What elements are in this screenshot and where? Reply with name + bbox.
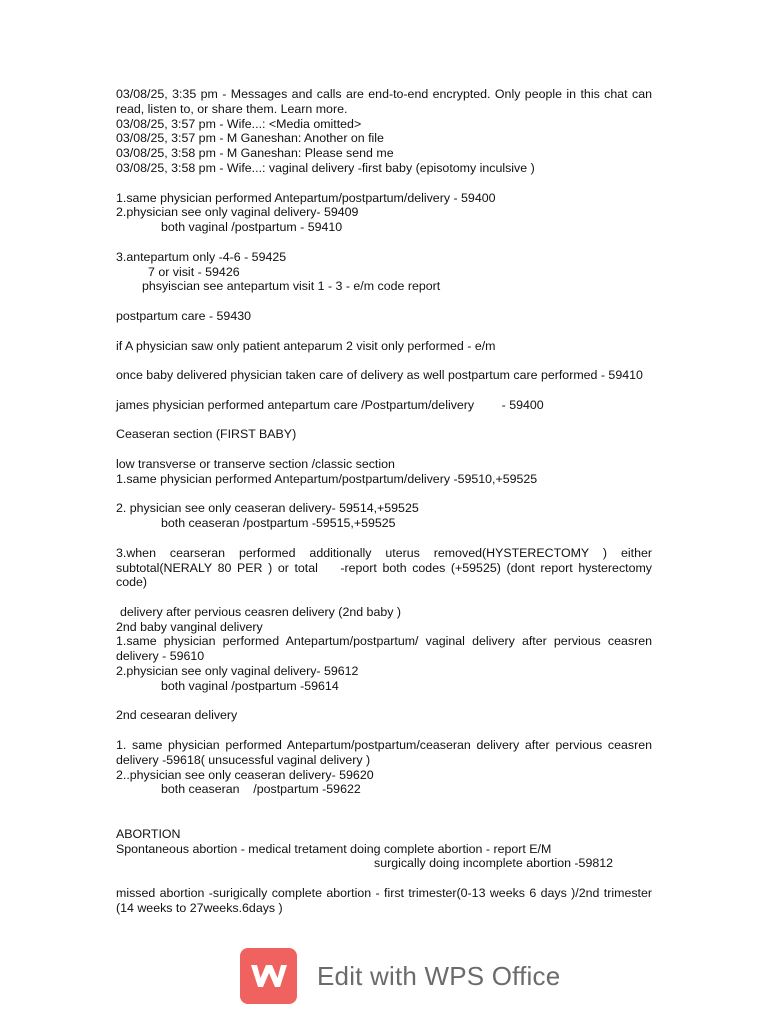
wps-logo-icon xyxy=(240,948,297,1004)
ceaseran-heading: Ceaseran section (FIRST BABY) xyxy=(116,427,297,442)
wps-watermark[interactable] xyxy=(240,948,560,1004)
ceaseran-line: 2. physician see only ceaseran delivery- 59514,+59525 xyxy=(116,501,419,516)
second-cesarean-line: 2..physician see only ceaseran delivery- 59620 xyxy=(116,767,374,782)
vbac-line: delivery after pervious ceasren delivery (2nd baby ) xyxy=(120,604,401,619)
antepartum-line: 7 or visit - 59426 xyxy=(148,264,240,279)
james-line: james physician performed antepartum care /Postpartum/delivery - 59400 xyxy=(116,397,544,412)
ceaseran-line: low transverse or transerve section /classic section xyxy=(116,456,395,471)
ceaseran-line: 1.same physician performed Antepartum/postpartum/delivery -59510,+59525 xyxy=(116,471,538,486)
antepartum-line: phsyiscian see antepartum visit 1 - 3 - e/m code report xyxy=(142,279,441,294)
once-baby-line: once baby delivered physician taken care of delivery as well postpartum care performed - 59410 xyxy=(116,368,643,383)
vbac-line: 2nd baby vanginal delivery xyxy=(116,619,263,634)
first-baby-line: 2.physician see only vaginal delivery- 59409 xyxy=(116,205,359,220)
abortion-heading: ABORTION xyxy=(116,826,181,841)
second-cesarean-line: both ceaseran /postpartum -59622 xyxy=(161,782,361,797)
second-cesarean-line: 1. same physician performed Antepartum/postpartum/ceaseran delivery after pervious ceasren delivery -59618( unsucessful vaginal delivery ) xyxy=(116,738,656,767)
chat-line: 03/08/25, 3:57 pm - M Ganeshan: Another on file xyxy=(116,131,384,146)
abortion-line: Spontaneous abortion - medical tretament doing complete abortion - report E/M xyxy=(116,841,552,856)
ceaseran-line: both ceaseran /postpartum -59515,+59525 xyxy=(161,516,396,531)
vbac-line: 2.physician see only vaginal delivery- 59612 xyxy=(116,664,359,679)
document-body xyxy=(116,87,656,916)
chat-line: 03/08/25, 3:58 pm - Wife...: vaginal delivery -first baby (episotomy inculsive ) xyxy=(116,160,535,175)
second-cesarean-heading: 2nd cesearan delivery xyxy=(116,708,238,723)
abortion-line: missed abortion -surigically complete abortion - first trimester(0-13 weeks 6 days )/2nd trimester (14 weeks to 27weeks.6days ) xyxy=(116,886,656,915)
first-baby-line: both vaginal /postpartum - 59410 xyxy=(161,220,343,235)
first-baby-line: 1.same physician performed Antepartum/postpartum/delivery - 59400 xyxy=(116,190,496,205)
postpartum-care-line: postpartum care - 59430 xyxy=(116,308,251,323)
antepartum-line: 3.antepartum only -4-6 - 59425 xyxy=(116,249,287,264)
ceaseran-line: 3.when cearseran performed additionally uterus removed(HYSTERECTOMY ) either subtotal(NERALY 80 PER ) or total -report both codes (+59525) (dont report hysterectomy code) xyxy=(116,545,656,590)
chat-line: 03/08/25, 3:35 pm - Messages and calls are end-to-end encrypted. Only people in this chat can read, listen to, or share them. Learn more. xyxy=(116,87,656,116)
chat-line: 03/08/25, 3:58 pm - M Ganeshan: Please send me xyxy=(116,146,394,161)
vbac-line: 1.same physician performed Antepartum/postpartum/ vaginal delivery after pervious ceasren delivery - 59610 xyxy=(116,634,656,664)
wps-watermark-label: Edit with WPS Office xyxy=(317,960,561,991)
chat-line: 03/08/25, 3:57 pm - Wife...: <Media omitted> xyxy=(116,116,362,131)
if-physician-line: if A physician saw only patient anteparum 2 visit only performed - e/m xyxy=(116,338,496,353)
vbac-line: both vaginal /postpartum -59614 xyxy=(161,678,339,693)
abortion-line: surgically doing incomplete abortion -59812 xyxy=(374,856,614,871)
